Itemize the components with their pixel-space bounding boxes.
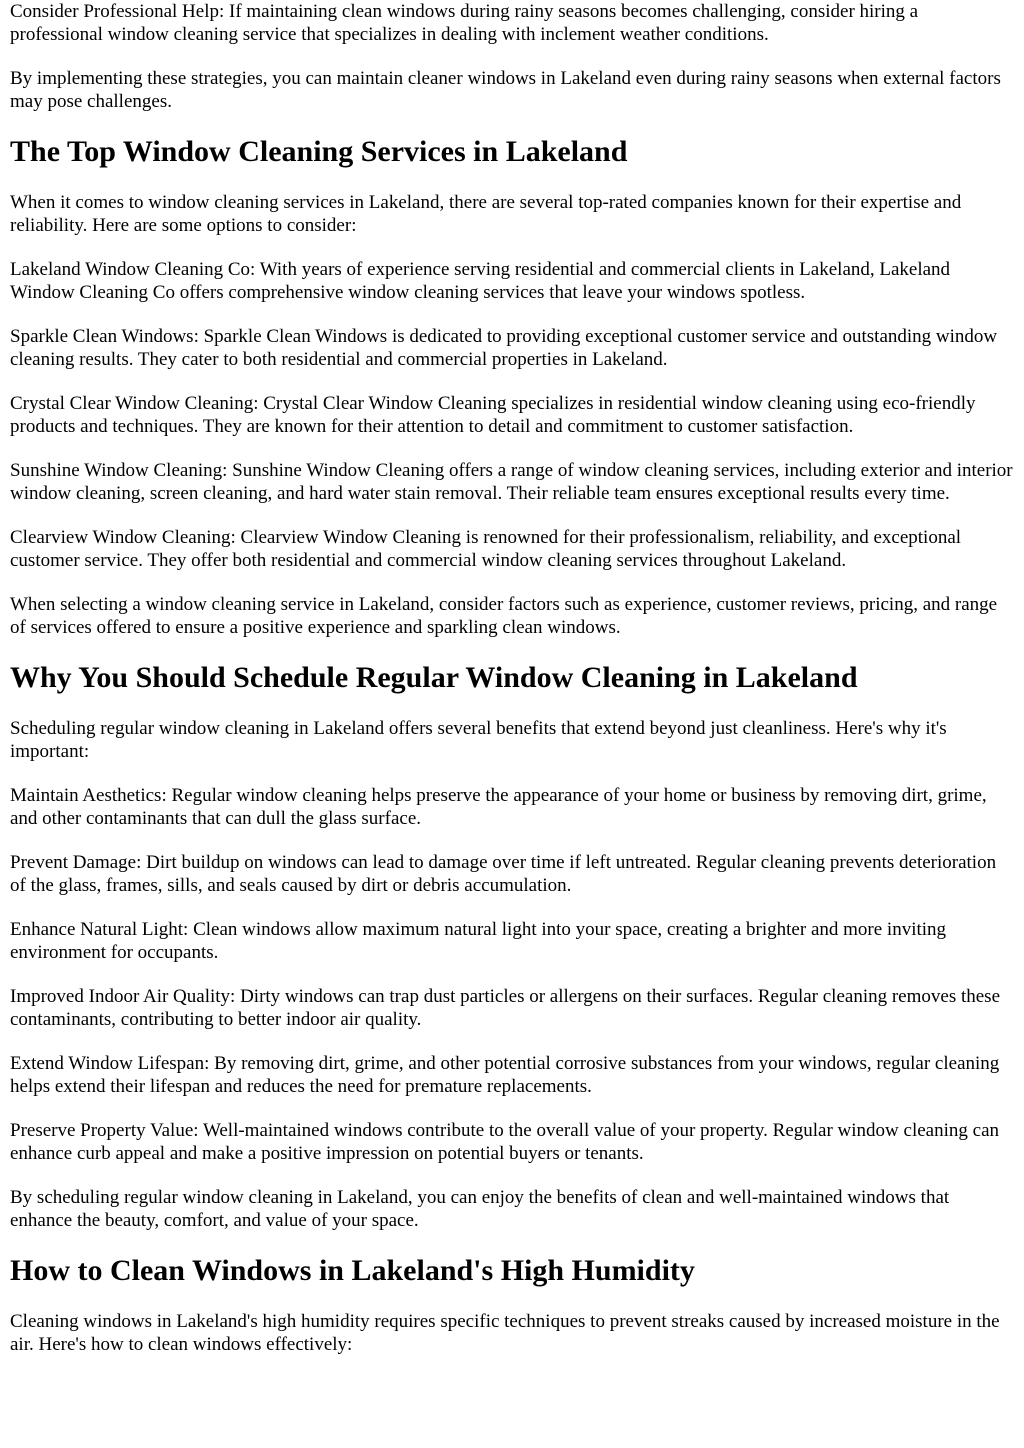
heading-regular-cleaning: Why You Should Schedule Regular Window Cleaning in Lakeland <box>10 661 858 694</box>
paragraph-professional-help: Consider Professional Help: If maintaining clean windows during rainy seasons becomes challenging, consider hiring a professional window cleaning service that specializes in dealing with inclement weather conditions. <box>10 1 919 45</box>
heading-top-services: The Top Window Cleaning Services in Lakeland <box>10 135 628 168</box>
paragraph-air-quality: Improved Indoor Air Quality: Dirty windows can trap dust particles or allergens on their surfaces. Regular cleaning removes these contaminants, contributing to better indoor air quality. <box>10 986 1001 1030</box>
paragraph-property-value: Preserve Property Value: Well-maintained windows contribute to the overall value of your property. Regular window cleaning can enhance curb appeal and make a positive impression on potential buyers or tenants. <box>10 1120 1000 1164</box>
paragraph-maintain-aesthetics: Maintain Aesthetics: Regular window cleaning helps preserve the appearance of your home or business by removing dirt, grime, and other contaminants that can dull the glass surface. <box>10 785 987 829</box>
paragraph-services-intro: When it comes to window cleaning services in Lakeland, there are several top-rated companies known for their expertise and reliability. Here are some options to consider: <box>10 192 962 236</box>
paragraph-natural-light: Enhance Natural Light: Clean windows allow maximum natural light into your space, creating a brighter and more inviting environment for occupants. <box>10 919 947 963</box>
paragraph-regular-intro: Scheduling regular window cleaning in Lakeland offers several benefits that extend beyond just cleanliness. Here's why it's important: <box>10 718 947 762</box>
paragraph-crystal-clear: Crystal Clear Window Cleaning: Crystal Clear Window Cleaning specializes in residential window cleaning using eco-friendly products and techniques. They are known for their attention to detail and commitment to customer satisfaction. <box>10 393 976 437</box>
paragraph-regular-summary: By scheduling regular window cleaning in Lakeland, you can enjoy the benefits of clean and well-maintained windows that enhance the beauty, comfort, and value of your space. <box>10 1187 950 1231</box>
paragraph-lakeland-window-cleaning-co: Lakeland Window Cleaning Co: With years of experience serving residential and commercial clients in Lakeland, Lakeland Window Cleaning Co offers comprehensive window cleaning services that leave your windows spotless. <box>10 259 951 303</box>
paragraph-humidity-intro: Cleaning windows in Lakeland's high humidity requires specific techniques to prevent streaks caused by increased moisture in the air. Here's how to clean windows effectively: <box>10 1311 1000 1355</box>
paragraph-selecting-service: When selecting a window cleaning service in Lakeland, consider factors such as experience, customer reviews, pricing, and range of services offered to ensure a positive experience and sparkling clean windows. <box>10 594 998 638</box>
paragraph-prevent-damage: Prevent Damage: Dirt buildup on windows can lead to damage over time if left untreated. Regular cleaning prevents deterioration of the glass, frames, sills, and seals caused by dirt or debris accumulation. <box>10 852 997 896</box>
paragraph-clearview: Clearview Window Cleaning: Clearview Window Cleaning is renowned for their professionalism, reliability, and exceptional customer service. They offer both residential and commercial window cleaning services throughout Lakeland. <box>10 527 962 571</box>
paragraph-sparkle-clean: Sparkle Clean Windows: Sparkle Clean Windows is dedicated to providing exceptional customer service and outstanding window cleaning results. They cater to both residential and commercial properties in Lakeland. <box>10 326 998 370</box>
heading-high-humidity: How to Clean Windows in Lakeland's High Humidity <box>10 1254 695 1287</box>
paragraph-rainy-summary: By implementing these strategies, you can maintain cleaner windows in Lakeland even during rainy seasons when external factors may pose challenges. <box>10 68 1001 112</box>
paragraph-sunshine: Sunshine Window Cleaning: Sunshine Window Cleaning offers a range of window cleaning services, including exterior and interior window cleaning, screen cleaning, and hard water stain removal. Their reliable team ensures exceptional results every time. <box>10 460 1013 504</box>
paragraph-window-lifespan: Extend Window Lifespan: By removing dirt, grime, and other potential corrosive substances from your windows, regular cleaning helps extend their lifespan and reduces the need for premature replacements. <box>10 1053 1000 1097</box>
